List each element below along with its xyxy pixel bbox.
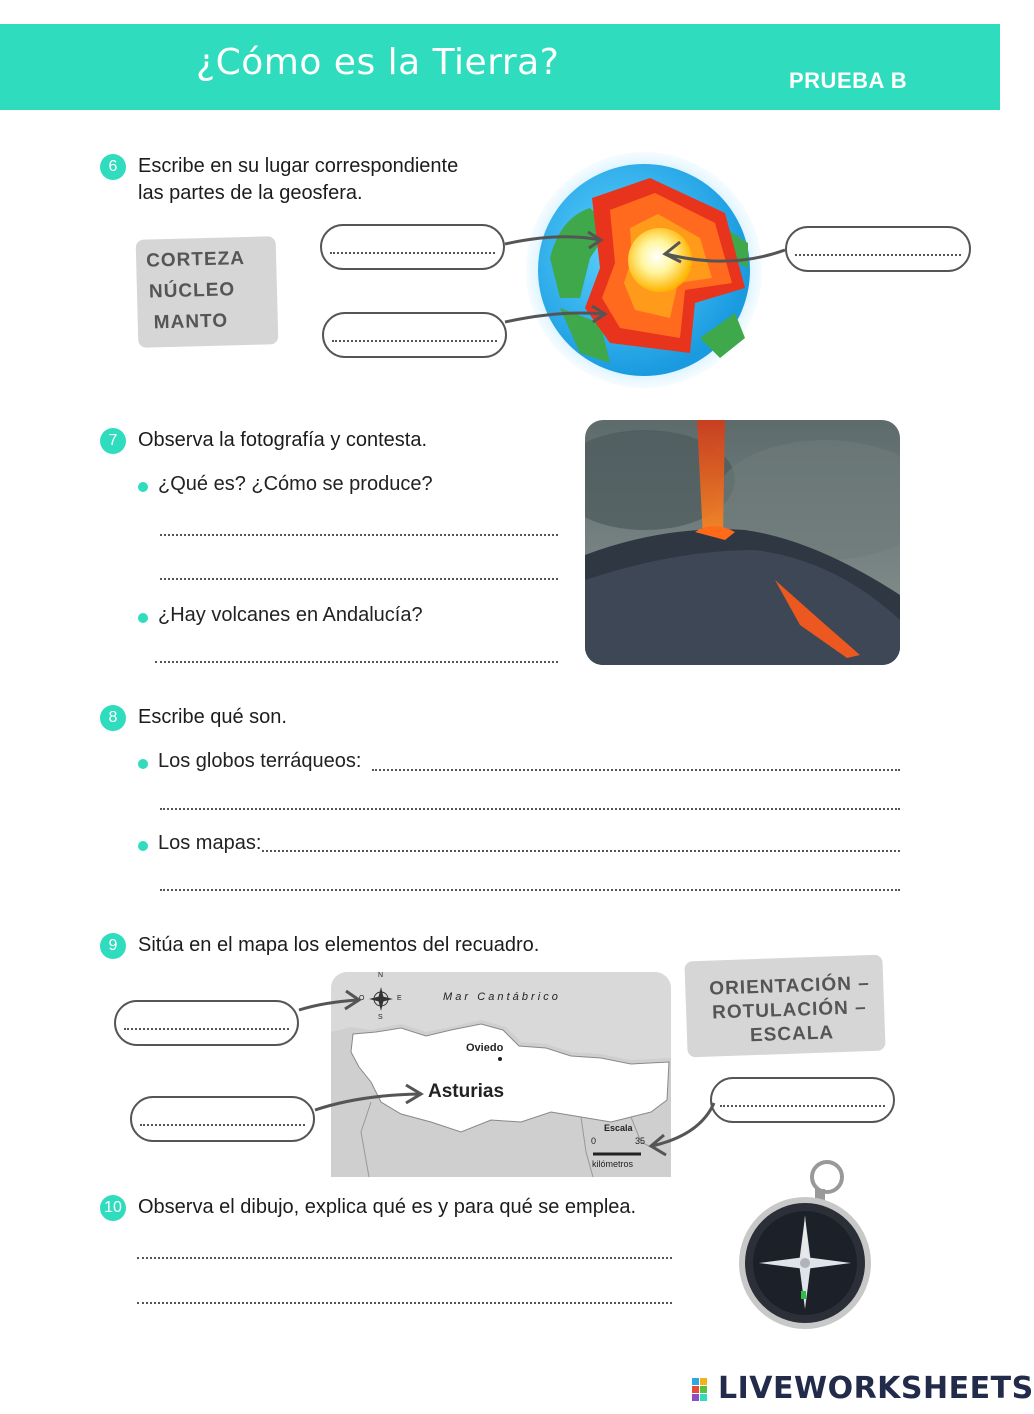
word-manto: MANTO [153,310,229,334]
answer-line[interactable] [155,661,558,663]
question-6-text-line2: las partes de la geosfera. [138,182,363,204]
answer-line[interactable] [137,1302,672,1304]
liveworksheets-watermark: LIVEWORKSHEETS [718,1371,1034,1406]
compass-west-label: O [359,995,365,1002]
word-escala: ESCALA [749,1022,835,1047]
word-orientacion: ORIENTACIÓN – [708,973,871,1000]
question-9-text: Sitúa en el mapa los elementos del recuadro. [138,934,540,956]
bullet [138,841,148,851]
compass-photo [735,1155,895,1335]
compass-south-label: S [378,1014,383,1021]
question-10-text: Observa el dibujo, explica qué es y para qué se emplea. [138,1196,637,1218]
liveworksheets-logo-icon [692,1378,716,1402]
bullet [138,759,148,769]
compass-north-label: N [378,972,384,979]
answer-line[interactable] [160,534,558,536]
compass-east-label: E [397,995,402,1002]
bullet [138,482,148,492]
question-number-7: 7 [100,428,126,454]
answer-line[interactable] [160,578,558,580]
bullet [138,613,148,623]
map-scale-title: Escala [604,1123,633,1133]
map-sea-label: M a r C a n t á b r i c o [443,991,558,1003]
word-corteza: CORTEZA [145,247,246,272]
map-region-label: Asturias [428,1081,505,1102]
question-number-10: 10 [100,1195,126,1221]
word-nucleo: NÚCLEO [148,279,236,303]
map-scale-end: 35 [635,1136,646,1146]
q6-connector-arrows [0,0,1000,420]
question-number-9: 9 [100,933,126,959]
page-title: ¿Cómo es la Tierra? [196,42,560,83]
question-number-8: 8 [100,705,126,731]
question-7-text: Observa la fotografía y contesta. [138,429,428,451]
map-scale-unit: kilómetros [592,1159,634,1169]
answer-line[interactable] [160,889,900,891]
question-8-bullet-1: Los globos terráqueos: [158,750,362,772]
question-8-bullet-2: Los mapas: [158,832,262,854]
test-label: PRUEBA B [789,68,908,93]
word-rotulacion: ROTULACIÓN – [711,997,867,1024]
answer-line[interactable] [137,1257,672,1259]
question-number-6: 6 [100,154,126,180]
map-city-label: Oviedo [466,1042,504,1054]
question-8-text: Escribe qué son. [138,706,287,728]
question-6-text-line1: Escribe en su lugar correspondiente [138,155,459,177]
answer-line[interactable] [372,769,900,771]
question-7-bullet-2: ¿Hay volcanes en Andalucía? [158,604,423,626]
question-7-bullet-1: ¿Qué es? ¿Cómo se produce? [158,473,433,495]
answer-line[interactable] [160,808,900,810]
q9-connector-arrows [0,960,1000,1180]
volcano-eruption-photo [585,420,900,665]
answer-line[interactable] [262,850,900,852]
map-scale-start: 0 [591,1136,597,1146]
